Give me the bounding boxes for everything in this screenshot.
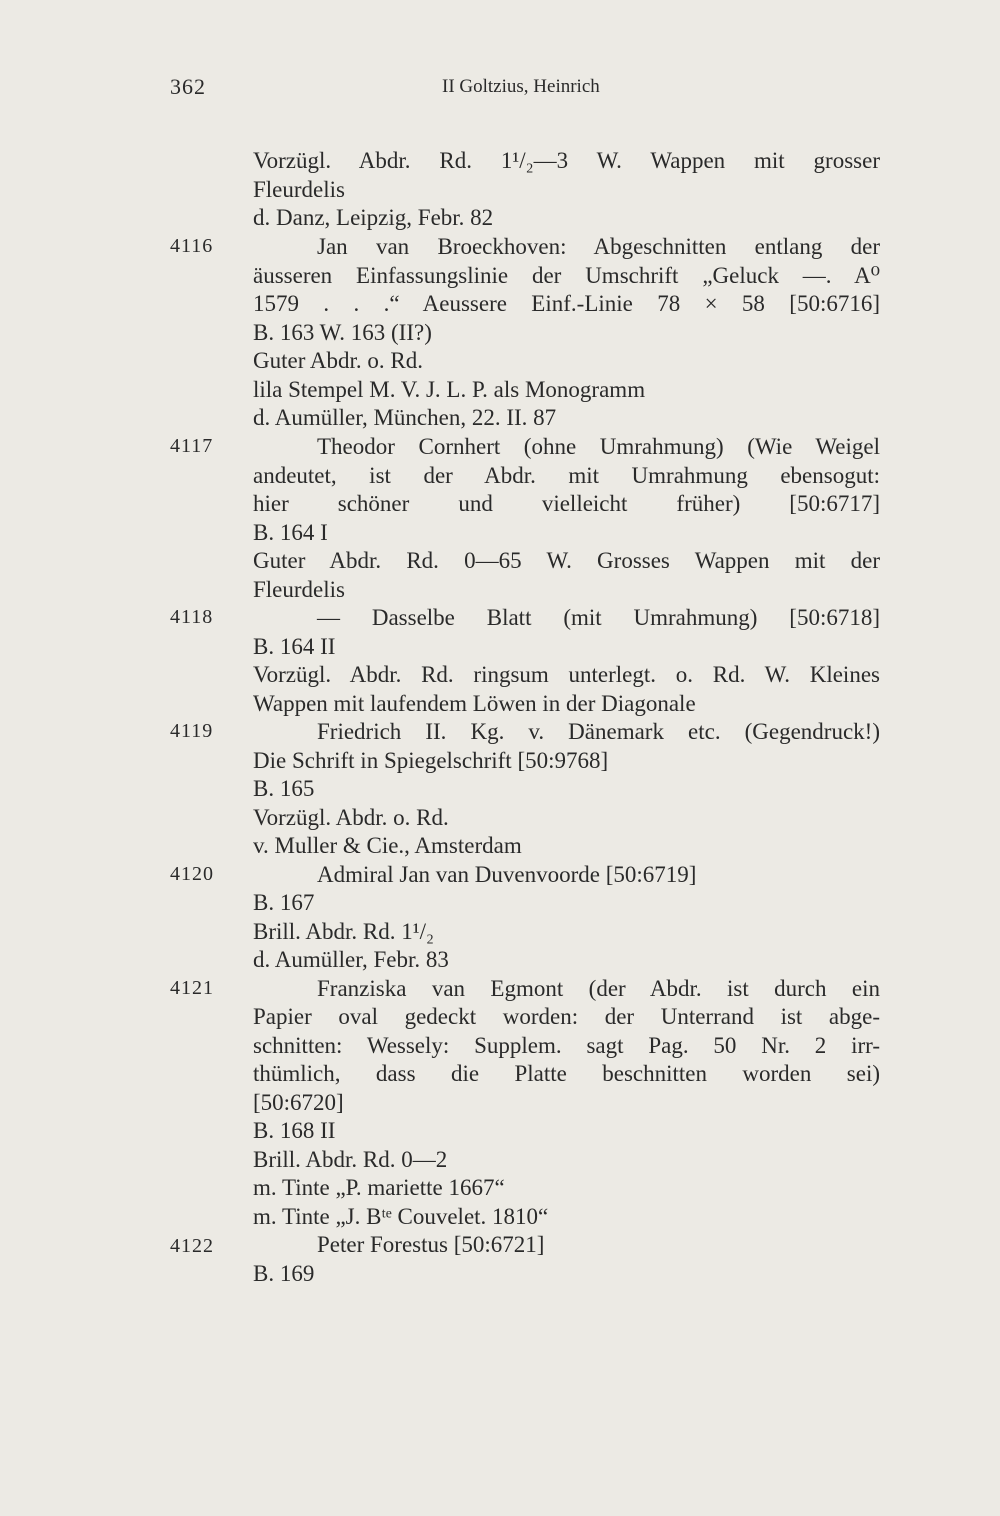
text-line: — Dasselbe Blatt (mit Umrahmung) [50:6718]	[317, 605, 880, 630]
text-line: m. Tinte „J. Bᵗᵉ Couvelet. 1810“	[253, 1204, 549, 1229]
text-line: v. Muller & Cie., Amsterdam	[253, 833, 522, 858]
text-line: Franziska van Egmont (der Abdr. ist durch ein	[317, 976, 880, 1001]
text-line: Papier oval gedeckt worden: der Unterrand ist abge-	[253, 1004, 880, 1029]
text-line: B. 164 I	[253, 520, 328, 545]
text-line: Fleurdelis	[253, 177, 345, 202]
text-line: Vorzügl. Abdr. Rd. ringsum unterlegt. o. Rd. W. Kleines	[253, 662, 880, 687]
entry-number: 4117	[170, 435, 214, 457]
entry-number: 4120	[170, 863, 214, 885]
text-line: Vorzügl. Abdr. o. Rd.	[253, 805, 449, 830]
text-line: Theodor Cornhert (ohne Umrahmung) (Wie Weigel	[317, 434, 880, 459]
text-line: 1579 . . .“ Aeussere Einf.-Linie 78 × 58 [50:6716]	[253, 291, 880, 316]
text-line: Brill. Abdr. Rd. 1¹/₂	[253, 919, 435, 944]
entry-number: 4116	[170, 235, 214, 257]
text-line: Guter Abdr. Rd. 0—65 W. Grosses Wappen mit der	[253, 548, 880, 573]
text-line: [50:6720]	[253, 1090, 344, 1115]
text-line: B. 167	[253, 890, 315, 915]
page-number: 362	[170, 74, 206, 99]
text-line: d. Danz, Leipzig, Febr. 82	[253, 205, 494, 230]
text-line: lila Stempel M. V. J. L. P. als Monogramm	[253, 377, 646, 402]
text-line: andeutet, ist der Abdr. mit Umrahmung ebensogut:	[253, 463, 880, 488]
entry-number: 4122	[170, 1235, 214, 1257]
text-line: Brill. Abdr. Rd. 0—2	[253, 1147, 448, 1172]
text-line: hier schöner und vielleicht früher) [50:6717]	[253, 491, 880, 516]
text-line: Fleurdelis	[253, 577, 345, 602]
text-line: B. 163 W. 163 (II?)	[253, 320, 432, 345]
text-line: B. 164 II	[253, 634, 336, 659]
text-line: Wappen mit laufendem Löwen in der Diagonale	[253, 691, 696, 716]
text-line: äusseren Einfassungslinie der Umschrift „Geluck —. A⁰	[253, 263, 880, 288]
text-line: thümlich, dass die Platte beschnitten worden sei)	[253, 1061, 880, 1086]
text-line: B. 168 II	[253, 1118, 336, 1143]
text-line: B. 169	[253, 1261, 315, 1286]
text-line: schnitten: Wessely: Supplem. sagt Pag. 50 Nr. 2 irr-	[253, 1033, 880, 1058]
text-line: Friedrich II. Kg. v. Dänemark etc. (Gegendruck!)	[317, 719, 880, 744]
text-line: B. 165	[253, 776, 315, 801]
text-line: d. Aumüller, Febr. 83	[253, 947, 449, 972]
entry-number: 4119	[170, 720, 214, 742]
entry-number: 4121	[170, 977, 214, 999]
text-line: Die Schrift in Spiegelschrift [50:9768]	[253, 748, 609, 773]
text-line: d. Aumüller, München, 22. II. 87	[253, 405, 557, 430]
running-head: II Goltzius, Heinrich	[442, 76, 600, 97]
entry-number: 4118	[170, 606, 214, 628]
text-line: Admiral Jan van Duvenvoorde [50:6719]	[317, 862, 697, 887]
text-line: Peter Forestus [50:6721]	[317, 1232, 545, 1257]
text-line: m. Tinte „P. mariette 1667“	[253, 1175, 505, 1200]
text-line: Jan van Broeckhoven: Abgeschnitten entlang der	[317, 234, 880, 259]
text-line: Guter Abdr. o. Rd.	[253, 348, 423, 373]
text-line: Vorzügl. Abdr. Rd. 1¹/₂—3 W. Wappen mit grosser	[253, 148, 880, 173]
